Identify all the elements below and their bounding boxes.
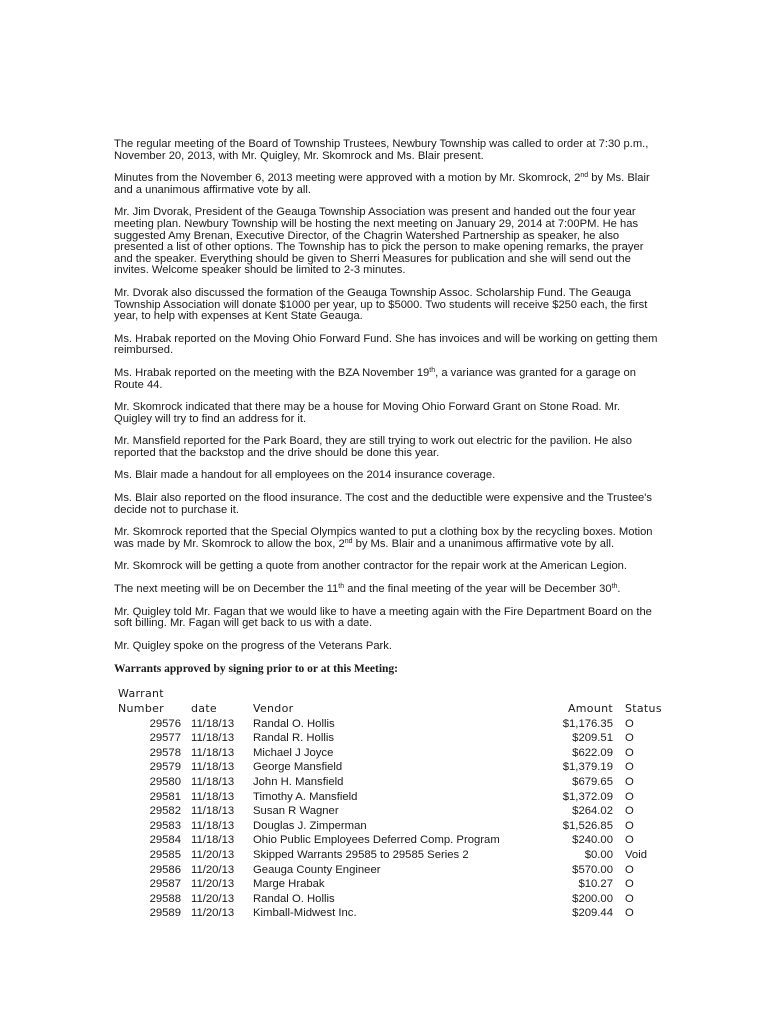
minutes-paragraph [114, 334, 659, 357]
ordinal-suffix: th [429, 366, 436, 374]
paragraph-text: Mr. Skomrock reported that the Special Olympics wanted to put a clothing box by the recycling boxes. Motion was made by Mr. Skomrock to allow the box, 2 [114, 526, 653, 550]
warrant-amount: $679.65 [572, 775, 613, 788]
warrant-amount: $10.27 [578, 878, 613, 891]
warrant-amount: $1,526.85 [562, 819, 613, 832]
warrant-amount: $209.51 [572, 732, 613, 745]
paragraph-text: Mr. Dvorak also discussed the formation of the Geauga Township Assoc. Scholarship Fund. The Geauga Township Association will donate $1000 per year, up to $5000. Two students will receive $250 each, the first year, to help with expenses at Kent State Geauga. [114, 286, 648, 323]
header-number: Number [118, 702, 164, 715]
warrant-status: O [625, 834, 634, 847]
warrant-number: 29587 [149, 878, 181, 891]
header-date: date [191, 702, 218, 715]
table-row [118, 877, 665, 892]
minutes-paragraph [114, 584, 659, 596]
warrant-vendor: Randal O. Hollis [253, 717, 335, 730]
warrant-date: 11/20/13 [191, 907, 235, 920]
warrant-number: 29582 [149, 805, 181, 818]
warrant-status: O [625, 805, 634, 818]
warrant-amount: $209.44 [572, 907, 613, 920]
paragraph-text: and the final meeting of the year will be December 30 [344, 583, 612, 596]
minutes-paragraph [114, 173, 659, 196]
warrant-date: 11/18/13 [191, 732, 235, 745]
minutes-paragraph [114, 207, 659, 277]
warrant-vendor: Michael J Joyce [253, 746, 334, 759]
table-row [118, 833, 665, 848]
warrant-number: 29584 [149, 834, 181, 847]
header-vendor: Vendor [253, 702, 294, 715]
paragraph-text: Mr. Skomrock will be getting a quote from another contractor for the repair work at the American Legion. [114, 560, 628, 573]
warrant-date: 11/18/13 [191, 834, 235, 847]
minutes-paragraph [114, 641, 659, 653]
warrant-amount: $622.09 [572, 746, 613, 759]
warrant-vendor: Marge Hrabak [253, 878, 325, 891]
paragraph-text: by Ms. Blair and a unanimous affirmative vote by all. [352, 537, 615, 550]
table-row [118, 892, 665, 907]
warrant-number: 29580 [149, 775, 181, 788]
header-status: Status [625, 702, 662, 715]
warrant-status: O [625, 761, 634, 774]
warrant-number: 29589 [149, 907, 181, 920]
header-warrant: Warrant [118, 687, 164, 701]
warrant-date: 11/20/13 [191, 848, 235, 861]
paragraph-text: Ms. Blair also reported on the flood insurance. The cost and the deductible were expensive and the Trustee's decide not to purchase it. [114, 492, 653, 516]
warrant-vendor: Timothy A. Mansfield [253, 790, 358, 803]
header-amount: Amount [567, 702, 613, 715]
warrant-date: 11/20/13 [191, 878, 235, 891]
warrants-heading: Warrants approved by signing prior to or at this Meeting: [114, 663, 398, 676]
warrants-header-row-1 [118, 687, 665, 702]
paragraph-text: Ms. Hrabak reported on the Moving Ohio Forward Fund. She has invoices and will be working on getting them reimbursed. [114, 332, 658, 357]
table-row [118, 746, 665, 761]
table-row [118, 863, 665, 878]
warrant-number: 29578 [149, 746, 181, 759]
warrant-date: 11/18/13 [191, 717, 235, 730]
warrant-amount: $240.00 [572, 834, 613, 847]
warrant-date: 11/18/13 [191, 746, 235, 759]
warrant-vendor: Ohio Public Employees Deferred Comp. Program [253, 834, 500, 847]
table-row [118, 819, 665, 834]
meeting-minutes [114, 139, 770, 652]
paragraph-text: . [617, 583, 621, 596]
minutes-paragraph [114, 402, 659, 425]
warrant-vendor: Susan R Wagner [253, 805, 339, 818]
warrant-number: 29581 [149, 790, 181, 803]
warrant-status: O [625, 907, 634, 920]
ordinal-suffix: nd [344, 537, 353, 545]
minutes-paragraph [114, 368, 659, 391]
paragraph-text: , a variance was granted for a garage on Route 44. [114, 366, 637, 391]
warrant-vendor: Geauga County Engineer [253, 863, 381, 876]
paragraph-text: Mr. Quigley told Mr. Fagan that we would like to have a meeting again with the Fire Department Board on the soft billing. Mr. Fagan will get back to us with a date. [114, 605, 652, 630]
warrant-status: O [625, 775, 634, 788]
warrant-vendor: Douglas J. Zimperman [253, 819, 367, 832]
table-row [118, 731, 665, 746]
paragraph-text: Ms. Blair made a handout for all employees on the 2014 insurance coverage. [114, 469, 496, 482]
warrant-vendor: Skipped Warrants 29585 to 29585 Series 2 [253, 848, 469, 861]
warrant-amount: $570.00 [572, 863, 613, 876]
table-row [118, 848, 665, 863]
warrant-vendor: Randal R. Hollis [253, 732, 334, 745]
warrant-status: O [625, 878, 634, 891]
minutes-paragraph [114, 470, 659, 482]
warrant-number: 29586 [149, 863, 181, 876]
warrant-amount: $0.00 [584, 848, 613, 861]
warrant-vendor: John H. Mansfield [253, 775, 344, 788]
warrant-amount: $264.02 [572, 805, 613, 818]
table-row [118, 717, 665, 732]
warrant-number: 29577 [149, 732, 181, 745]
warrant-number: 29579 [149, 761, 181, 774]
warrant-vendor: George Mansfield [253, 761, 343, 774]
warrant-vendor: Kimball-Midwest Inc. [253, 907, 357, 920]
warrant-date: 11/20/13 [191, 863, 235, 876]
warrant-amount: $1,379.19 [562, 761, 613, 774]
warrant-date: 11/18/13 [191, 819, 235, 832]
warrant-status: O [625, 863, 634, 876]
warrant-date: 11/18/13 [191, 761, 235, 774]
warrant-status: O [625, 819, 634, 832]
warrant-amount: $200.00 [572, 892, 613, 905]
minutes-paragraph [114, 139, 659, 162]
table-row [118, 775, 665, 790]
paragraph-text: The regular meeting of the Board of Township Trustees, Newbury Township was called to order at 7:30 p.m., November 20, 2013, with Mr. Quigley, Mr. Skomrock and Ms. Blair present. [114, 138, 649, 162]
table-row [118, 804, 665, 819]
paragraph-text: Mr. Jim Dvorak, President of the Geauga Township Association was present and handed out the four year meeting plan. Newbury Township will be hosting the next meeting on January 29, 2014 at 7:00PM. He has suggested Amy Brenan, Executive Director, of the Chagrin Watershed Partnership as speaker, he also presented a list of other options. The Township has to pick the person to make opening remarks, the prayer and the speaker. Everything should be given to Sherri Measures for publication and she will send out the invites. Welcome speaker should be limited to 2-3 minutes. [114, 206, 644, 277]
warrant-date: 11/18/13 [191, 775, 235, 788]
warrant-amount: $1,176.35 [562, 717, 613, 730]
warrants-table [118, 687, 665, 921]
paragraph-text: The next meeting will be on December the 11 [114, 583, 339, 596]
paragraph-text: Mr. Mansfield reported for the Park Board, they are still trying to work out electric for the pavilion. He also reported that the backstop and the drive should be done this year. [114, 435, 632, 459]
ordinal-suffix: th [611, 583, 618, 591]
table-row [118, 760, 665, 775]
minutes-paragraph [114, 561, 659, 573]
warrant-status: O [625, 790, 634, 803]
warrant-date: 11/20/13 [191, 892, 235, 905]
minutes-paragraph [114, 288, 659, 323]
minutes-paragraph [114, 527, 659, 550]
paragraph-text: Mr. Quigley spoke on the progress of the Veterans Park. [114, 639, 392, 652]
minutes-paragraph [114, 607, 659, 630]
warrant-amount: $1,372.09 [562, 790, 613, 803]
warrant-date: 11/18/13 [191, 805, 235, 818]
paragraph-text: Minutes from the November 6, 2013 meeting were approved with a motion by Mr. Skomrock, 2 [114, 172, 581, 185]
paragraph-text: Mr. Skomrock indicated that there may be a house for Moving Ohio Forward Grant on Stone Road. Mr. Quigley will try to find an address for it. [114, 401, 621, 425]
warrants-header-row-2 [118, 702, 665, 717]
paragraph-text: by Ms. Blair and a unanimous affirmative vote by all. [114, 172, 650, 196]
warrant-vendor: Randal O. Hollis [253, 892, 335, 905]
minutes-paragraph [114, 436, 659, 459]
warrant-number: 29588 [149, 892, 181, 905]
warrant-status: O [625, 892, 634, 905]
warrant-number: 29576 [149, 717, 181, 730]
warrant-number: 29585 [149, 848, 181, 861]
warrant-status: O [625, 732, 634, 745]
warrant-status: Void [625, 848, 647, 861]
table-row [118, 906, 665, 921]
warrant-status: O [625, 717, 634, 730]
ordinal-suffix: th [338, 583, 345, 591]
table-row [118, 790, 665, 805]
ordinal-suffix: nd [580, 172, 589, 180]
warrant-date: 11/18/13 [191, 790, 235, 803]
minutes-paragraph [114, 493, 659, 516]
paragraph-text: Ms. Hrabak reported on the meeting with the BZA November 19 [114, 366, 430, 379]
warrant-number: 29583 [149, 819, 181, 832]
warrant-status: O [625, 746, 634, 759]
